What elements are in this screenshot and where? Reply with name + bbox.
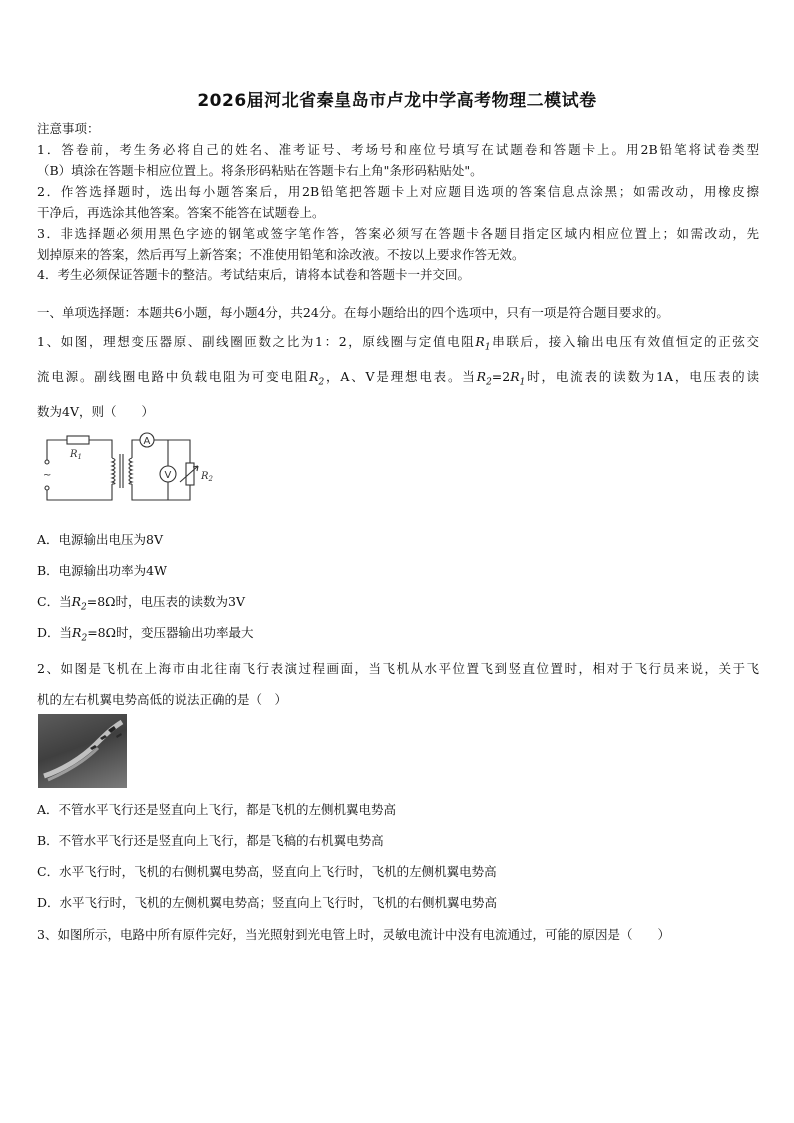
r2-symbol: $R_2$	[309, 369, 325, 388]
resistor-r2	[186, 463, 194, 485]
q1-text: =2	[491, 369, 511, 384]
resistor-r1	[67, 436, 89, 444]
airshow-image	[38, 714, 127, 788]
circuit-diagram	[40, 430, 230, 510]
notes-line: 划掉原来的答案，然后再写上新答案；不准使用铅笔和涂改液。不按以上要求作答无效。	[37, 247, 525, 262]
notes-line: 干净后，再选涂其他答案。答案不能答在试题卷上。	[37, 205, 325, 220]
section-heading: 一、单项选择题：本题共6小题，每小题4分，共24分。在每小题给出的四个选项中，只有一项是符合题目要求的。	[37, 305, 669, 320]
page-title: 2026届河北省秦皇岛市卢龙中学高考物理二模试卷	[197, 91, 597, 111]
question-line: 机的左右机翼电势高低的说法正确的是（ ）	[37, 692, 288, 707]
ammeter-label: A	[143, 436, 151, 447]
q1-text: 流电源。副线圈电路中负载电阻为可变电阻	[37, 369, 310, 384]
question-2	[37, 653, 759, 715]
wire	[154, 440, 190, 463]
question-line	[37, 361, 759, 392]
primary-coil	[112, 458, 115, 484]
airshow-photo	[38, 714, 127, 788]
question-line: 数为4V，则（ ）	[37, 404, 154, 419]
notes-line: 4．考生必须保证答题卡的整洁。考试结束后，请将本试卷和答题卡一并交回。	[37, 267, 470, 282]
source-terminal	[45, 460, 49, 464]
notes-heading: 注意事项：	[37, 121, 100, 136]
question-line	[37, 326, 759, 357]
source-symbol: ~	[43, 470, 52, 481]
voltmeter-label: V	[164, 470, 172, 481]
r2-symbol: $R_2$	[476, 369, 492, 388]
q1-option-b: B．电源输出功率为4W	[37, 563, 167, 578]
q1-text: 串联后，接入输出电压有效值恒定的正弦交	[490, 334, 759, 349]
q2-option-c: C．水平飞行时，飞机的右侧机翼电势高，竖直向上飞行时，飞机的左侧机翼电势高	[37, 864, 497, 879]
r1-symbol: $R_1$	[510, 369, 526, 388]
wire	[132, 440, 140, 458]
question-3: 3、如图所示，电路中所有原件完好，当光照射到光电管上时，灵敏电流计中没有电流通过，可能的原因是（ ）	[37, 927, 670, 942]
q1-option-a: A．电源输出电压为8V	[37, 532, 164, 547]
q1-text: ，A、V是理想电表。当	[324, 369, 477, 384]
r1-symbol: $R_1$	[475, 334, 491, 353]
source-terminal	[45, 486, 49, 490]
variable-arrow	[180, 466, 198, 482]
question-line: 2、如图是飞机在上海市由北往南飞行表演过程画面，当飞机从水平位置飞到竖直位置时，相对于飞行员来说，关于飞	[37, 661, 759, 676]
q1-text: 1、如图，理想变压器原、副线圈匝数之比为1：2，原线圈与定值电阻	[37, 334, 476, 349]
r1-label: $R_1$	[70, 449, 82, 461]
wire	[47, 484, 112, 500]
wire	[89, 440, 112, 458]
q2-option-b: B．不管水平飞行还是竖直向上飞行，都是飞稿的右机翼电势高	[37, 833, 384, 848]
notes-line: （B）填涂在答题卡相应位置上。将条形码粘贴在答题卡右上角"条形码粘贴处"。	[37, 163, 483, 178]
q1-option-d: D．当$R_2=8\Omega$时，变压器输出功率最大	[37, 625, 254, 644]
wire	[47, 440, 67, 460]
r2-label: $R_2$	[201, 471, 213, 483]
notes-line: 3．非选择题必须用黑色字迹的钢笔或签字笔作答，答案必须写在答题卡各题目指定区域内相应位置上；如需改动，先	[37, 226, 759, 241]
q2-option-a: A．不管水平飞行还是竖直向上飞行，都是飞机的左侧机翼电势高	[37, 802, 397, 817]
r2-symbol: $R_2$	[72, 625, 88, 644]
r2-symbol: $R_2$	[71, 594, 87, 613]
notes-line: 2．作答选择题时，选出每小题答案后，用2B铅笔把答题卡上对应题目选项的答案信息点涂黑；如需改动，用橡皮擦	[37, 184, 759, 199]
wire	[132, 484, 190, 500]
q1-text: 时，电流表的读数为1A，电压表的读	[525, 369, 759, 384]
secondary-coil	[129, 458, 132, 484]
question-1	[37, 326, 759, 427]
q1-option-c: C．当$R_2=8\Omega$时，电压表的读数为3V	[37, 594, 246, 613]
q2-option-d: D．水平飞行时，飞机的左侧机翼电势高；竖直向上飞行时，飞机的右侧机翼电势高	[37, 895, 498, 910]
notes-line: 1．答卷前，考生务必将自己的姓名、准考证号、考场号和座位号填写在试题卷和答题卡上。用2B铅笔将试卷类型	[37, 142, 759, 157]
